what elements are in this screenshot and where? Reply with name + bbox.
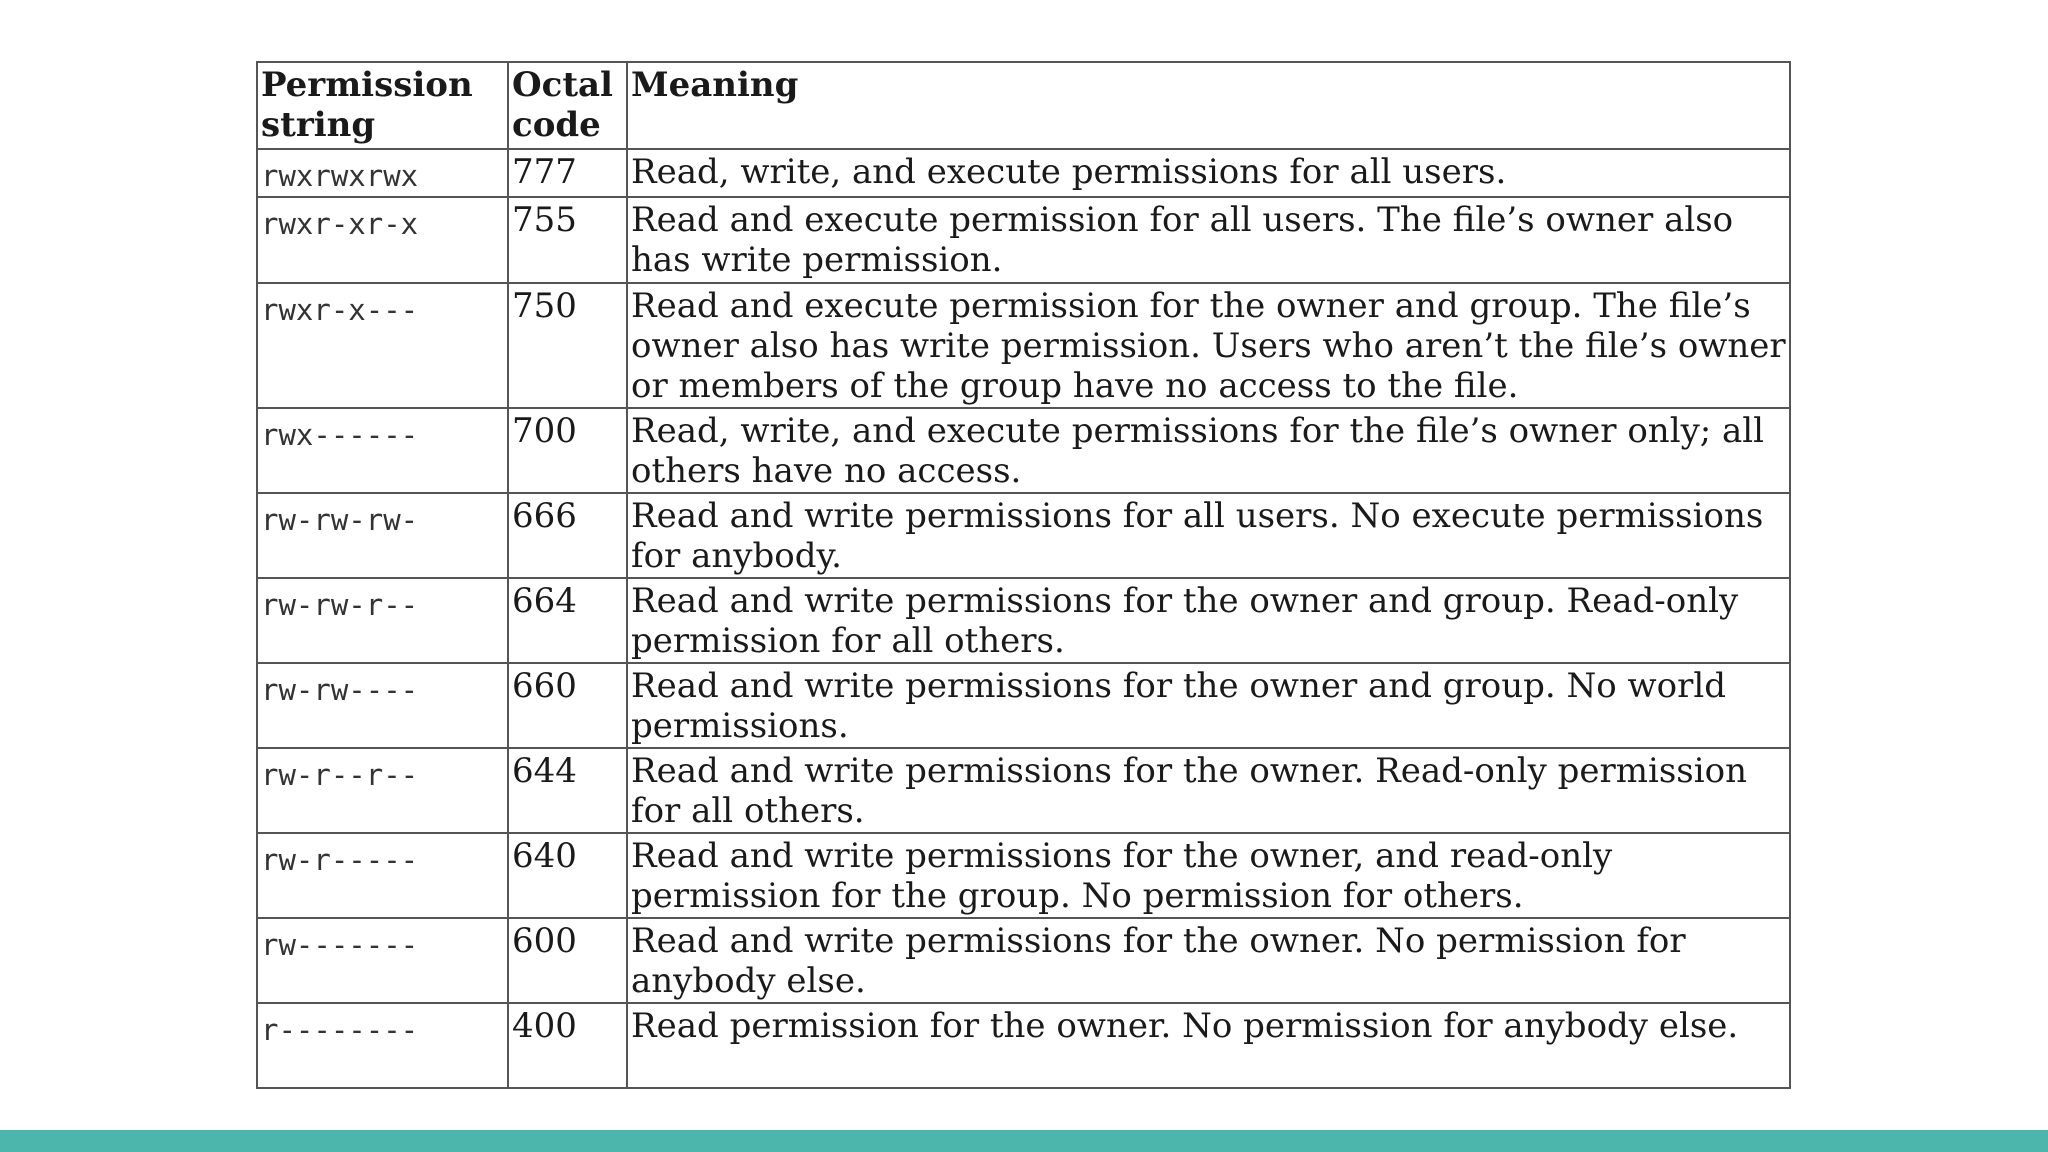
- footer-accent-bar: [0, 1130, 2048, 1152]
- permission-string-cell: rw-r--r--: [257, 748, 508, 833]
- meaning-cell: Read and write permissions for all users. No execute permissions for anybody.: [627, 493, 1790, 578]
- header-permission-line1: Permission: [261, 65, 473, 105]
- table-row: [257, 408, 1790, 493]
- permission-string-cell: rw-rw----: [257, 663, 508, 748]
- table-row: [257, 663, 1790, 748]
- permission-string-cell: rwxr-x---: [257, 283, 508, 408]
- octal-code-cell: 666: [508, 493, 627, 578]
- header-octal-code: [508, 62, 627, 149]
- table-row: [257, 283, 1790, 408]
- meaning-cell: Read, write, and execute permissions for all users.: [627, 149, 1790, 197]
- permission-string-cell: rw-rw-rw-: [257, 493, 508, 578]
- meaning-cell: Read and write permissions for the owner. No permission for anybody else.: [627, 918, 1790, 1003]
- octal-code-cell: 400: [508, 1003, 627, 1088]
- header-permission-line2: string: [261, 105, 376, 145]
- octal-code-cell: 644: [508, 748, 627, 833]
- header-octal-line1: Octal: [512, 65, 613, 105]
- permission-string-cell: rwxr-xr-x: [257, 197, 508, 283]
- permission-string-cell: rwx------: [257, 408, 508, 493]
- table-row: [257, 493, 1790, 578]
- table-row: [257, 149, 1790, 197]
- octal-code-cell: 600: [508, 918, 627, 1003]
- octal-code-cell: 640: [508, 833, 627, 918]
- octal-code-cell: 750: [508, 283, 627, 408]
- header-meaning: Meaning: [627, 62, 1790, 149]
- meaning-cell: Read permission for the owner. No permission for anybody else.: [627, 1003, 1790, 1088]
- permission-string-cell: rwxrwxrwx: [257, 149, 508, 197]
- table-row: [257, 197, 1790, 283]
- meaning-cell: Read and write permissions for the owner, and read-only permission for the group. No permission for others.: [627, 833, 1790, 918]
- meaning-cell: Read and write permissions for the owner and group. Read-only permission for all others.: [627, 578, 1790, 663]
- header-permission-string: [257, 62, 508, 149]
- header-octal-line2: code: [512, 105, 601, 145]
- permission-string-cell: r--------: [257, 1003, 508, 1088]
- meaning-cell: Read and write permissions for the owner and group. No world permissions.: [627, 663, 1790, 748]
- meaning-cell: Read and execute permission for the owner and group. The file’s owner also has write permission. Users who aren’t the file’s owner or members of the group have no access to the file.: [627, 283, 1790, 408]
- permissions-table: [256, 61, 1791, 1089]
- octal-code-cell: 777: [508, 149, 627, 197]
- meaning-cell: Read and execute permission for all users. The file’s owner also has write permission.: [627, 197, 1790, 283]
- table-row: [257, 578, 1790, 663]
- table-row: [257, 918, 1790, 1003]
- octal-code-cell: 664: [508, 578, 627, 663]
- meaning-cell: Read, write, and execute permissions for the file’s owner only; all others have no access.: [627, 408, 1790, 493]
- octal-code-cell: 660: [508, 663, 627, 748]
- table-row: [257, 833, 1790, 918]
- permission-string-cell: rw-------: [257, 918, 508, 1003]
- table-header-row: [257, 62, 1790, 149]
- permission-string-cell: rw-r-----: [257, 833, 508, 918]
- octal-code-cell: 700: [508, 408, 627, 493]
- permission-string-cell: rw-rw-r--: [257, 578, 508, 663]
- table-row: [257, 748, 1790, 833]
- table-row: [257, 1003, 1790, 1088]
- octal-code-cell: 755: [508, 197, 627, 283]
- meaning-cell: Read and write permissions for the owner. Read-only permission for all others.: [627, 748, 1790, 833]
